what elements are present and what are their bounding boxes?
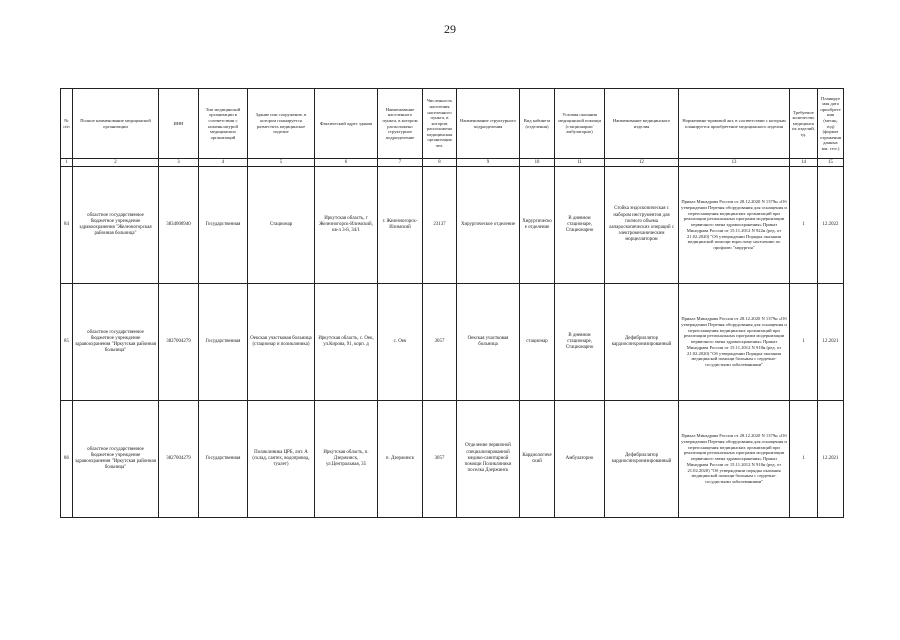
header-cell: Здание или сооружение, в котором планируется разместить медицинское изделие	[248, 89, 315, 159]
header-cell: Наименование структурного подразделения	[457, 89, 520, 159]
department: Хирургическое отделение	[457, 167, 520, 284]
column-number: 6	[315, 159, 378, 167]
legal-act: Приказ Минздрава России от 28.12.2020 N 1379н «Об утверждении Перечня оборудования для оснащения и переоснащения медицинских организаций при реализации региональных программ модернизации первичного звена здравоохранения» Приказ Минздрава России от 15.11.2012 N 918н (ред. от 21.02.2020) "Об утверждении порядка оказания медицинской помощи больным с сердечно-сосудистыми заболеваниями"	[679, 401, 790, 518]
care-conditions: Амбулаторно	[555, 401, 605, 518]
column-number: 1	[61, 159, 73, 167]
header-cell: Вид кабинета (отделения)	[520, 89, 555, 159]
organization-name: областное государственное бюджетное учреждение здравоохранения "Иркутская районная больница"	[73, 401, 159, 518]
header-cell: ИНН	[159, 89, 199, 159]
header-cell: Условия оказания медицинской помощи (стационарно/амбулаторно)	[555, 89, 605, 159]
table-header-row	[61, 89, 844, 159]
organization-name: областное государственное бюджетное учреждение здравоохранения "Иркутская районная больница"	[73, 284, 159, 401]
inn: 3827004279	[159, 401, 199, 518]
table-row	[61, 284, 844, 401]
address: Иркутская область, г Железногорск-Илимский, кв-л 3-й, 34/1	[315, 167, 378, 284]
legal-act: Приказ Минздрава России от 28.12.2020 N 1379н «Об утверждении Перечня оборудования для оснащения и переоснащения медицинских организаций при реализации региональных программ модернизации первичного звена здравоохранения» Приказ Минздрава России от 15.11.2012 N 922н (ред. от 21.02.2020) "Об утверждении Порядка оказания медицинской помощи взрослому населению по профилю "хирургия"	[679, 167, 790, 284]
settlement: п. Дзержинск	[378, 401, 423, 518]
header-cell: Наименование населенного пункта, в котором расположено структурное подразделение	[378, 89, 423, 159]
planned-date: 12.2021	[818, 401, 844, 518]
header-cell: Нормативно-правовой акт, в соответствии с которым планируется приобретение медицинского изделия	[679, 89, 790, 159]
legal-act: Приказ Минздрава России от 28.12.2020 N 1379н «Об утверждении Перечня оборудования для оснащения и переоснащения медицинских организаций при реализации региональных программ модернизации первичного звена здравоохранения» Приказ Минздрава России от 15.11.2012 N 918н (ред. от 21.02.2020) "Об утверждении Порядка оказания медицинской помощи больным с сердечно-сосудистыми заболеваниями"	[679, 284, 790, 401]
population: 23137	[423, 167, 457, 284]
row-number: 85	[61, 284, 73, 401]
equipment-table	[60, 88, 844, 518]
settlement: г. Железногорск-Илимский	[378, 167, 423, 284]
device-name: Стойка эндоскопическая с набором инструментов для полного объема лапароскопических операций с электромеханическим морцеллятором	[605, 167, 679, 284]
column-number: 10	[520, 159, 555, 167]
department: Отделение первичной специализированной медико-санитарной помощи Поликлиники поселка Дзержинск	[457, 401, 520, 518]
building: Оекская участковая больница (стационар и поликлиника)	[248, 284, 315, 401]
header-cell: Полное наименование медицинской организации	[73, 89, 159, 159]
building: Стационар	[248, 167, 315, 284]
column-number: 8	[423, 159, 457, 167]
quantity: 1	[790, 401, 818, 518]
device-name: Дефибриллятор кардиосинхронизированный	[605, 401, 679, 518]
column-number: 15	[818, 159, 844, 167]
column-number: 13	[679, 159, 790, 167]
office-type: Кардиологический	[520, 401, 555, 518]
organization-name: областное государственное бюджетное учреждение здравоохранения "Железногорская районная больница"	[73, 167, 159, 284]
inn: 3834008940	[159, 167, 199, 284]
page-number: 29	[444, 22, 456, 36]
office-type: Хирургическое отделение	[520, 167, 555, 284]
department: Оекская участковая больница	[457, 284, 520, 401]
column-number: 4	[199, 159, 248, 167]
quantity: 1	[790, 284, 818, 401]
quantity: 1	[790, 167, 818, 284]
header-cell: Численность населения населенного пункта, в котором расположено медицинская организация чел.	[423, 89, 457, 159]
inn: 3827004279	[159, 284, 199, 401]
header-cell: Планируемая дата приобретения (месяц, год) (формат отражения данных мм. гггг.)	[818, 89, 844, 159]
address: Иркутская область, п. Дзержинск, ул.Центральная, 35	[315, 401, 378, 518]
header-cell: Наименование медицинского изделия	[605, 89, 679, 159]
column-number: 2	[73, 159, 159, 167]
column-number-row	[61, 159, 844, 167]
organization-type: Государственная	[199, 401, 248, 518]
population: 3057	[423, 284, 457, 401]
organization-type: Государственная	[199, 284, 248, 401]
column-number: 12	[605, 159, 679, 167]
column-number: 9	[457, 159, 520, 167]
column-number: 5	[248, 159, 315, 167]
building: Поликлиника ЦРБ, лит. А (склад, сантех, водопровод, туалет)	[248, 401, 315, 518]
address: Иркутская область, с. Оек, ул.Кирова, 91, корп. д	[315, 284, 378, 401]
header-cell: Фактический адрес здания	[315, 89, 378, 159]
office-type: стационар	[520, 284, 555, 401]
table-row	[61, 401, 844, 518]
settlement: с. Оек	[378, 284, 423, 401]
header-cell: Требуемое количество медицинских изделий, ед.	[790, 89, 818, 159]
planned-date: 12.2021	[818, 284, 844, 401]
header-cell: № п/п	[61, 89, 73, 159]
column-number: 3	[159, 159, 199, 167]
organization-type: Государственная	[199, 167, 248, 284]
row-number: 84	[61, 167, 73, 284]
device-name: Дефибриллятор кардиосинхронизированный	[605, 284, 679, 401]
care-conditions: В дневном стационаре, Стационарно	[555, 167, 605, 284]
care-conditions: В дневном стационаре, Стационарно	[555, 284, 605, 401]
table-row	[61, 167, 844, 284]
row-number: 86	[61, 401, 73, 518]
header-cell: Тип медицинской организации в соответствии с номенклатурой медицинских организаций	[199, 89, 248, 159]
column-number: 7	[378, 159, 423, 167]
column-number: 14	[790, 159, 818, 167]
planned-date: 12.2022	[818, 167, 844, 284]
population: 3057	[423, 401, 457, 518]
column-number: 11	[555, 159, 605, 167]
